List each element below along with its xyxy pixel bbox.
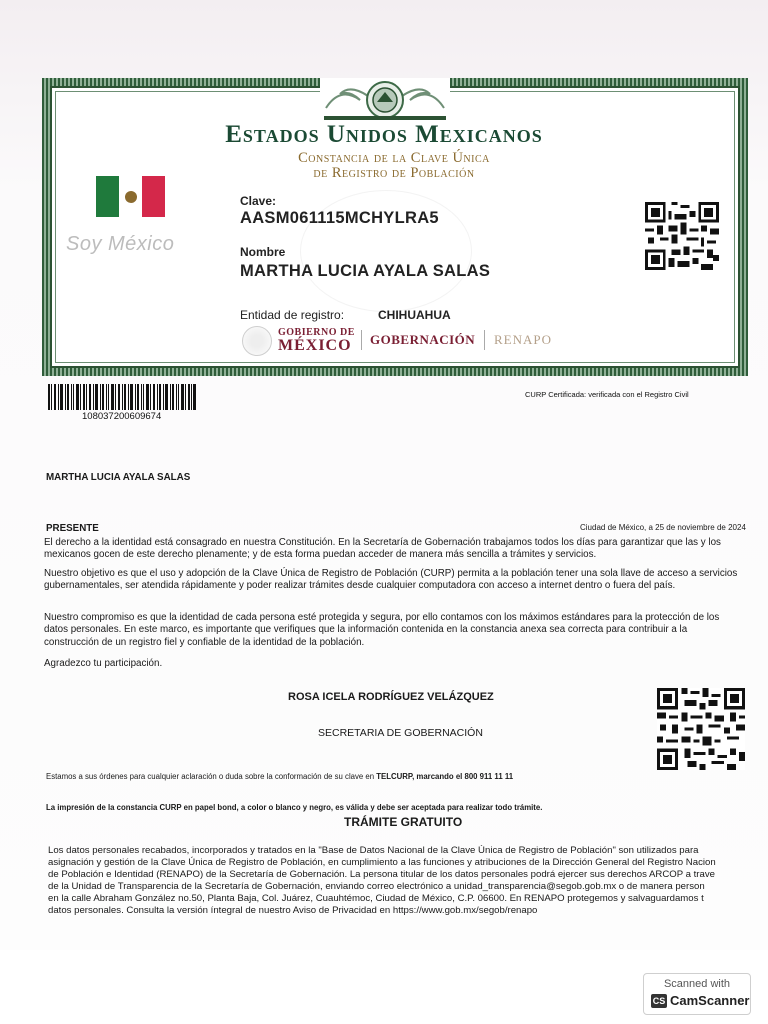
impresion-note: La impresión de la constancia CURP en papel bond, a color o blanco y negro, es válida y debe ser aceptada para realizar todo trámite. <box>46 803 543 812</box>
contact-telcurp: TELCURP, marcando el 800 911 11 11 <box>376 772 514 781</box>
certificate-qr-code-icon <box>645 202 719 270</box>
gobierno-logo-line1: GOBIERNO DE <box>278 327 355 338</box>
certificate-subtitle-line1: Constancia de la Clave Única <box>298 150 490 166</box>
contact-prefix: Estamos a sus órdenes para cualquier aclaración o duda sobre la conformación de su clave en <box>46 772 377 781</box>
privacy-line-2: asignación y gestión de la Clave Única de Registro de Población, en cumplimiento a las funciones y atribuciones de la Dirección General del Registro Nacion <box>48 857 716 868</box>
soy-mexico-logo: Soy México <box>66 233 175 255</box>
letter-presente: PRESENTE <box>46 523 99 534</box>
contact-line <box>46 771 513 783</box>
letter-p3-line1: Nuestro compromiso es que la identidad de cada persona esté protegida y segura, por ello contamos con los máximos estándares para la protección de los <box>44 612 720 623</box>
clave-value: AASM061115MCHYLRA5 <box>240 209 439 227</box>
gobernacion-logo: GOBERNACIÓN <box>370 332 476 347</box>
mexico-flag-icon <box>96 176 165 217</box>
letter-p3-line2: datos personales. En este marco, es importante que verifiques que la información contenida en la constancia anexa sea correcta para contribuir a la <box>44 624 688 636</box>
logo-divider <box>361 330 362 350</box>
letter-paragraph-1 <box>44 537 768 562</box>
letter-addressee: MARTHA LUCIA AYALA SALAS <box>46 472 191 483</box>
letter-paragraph-3 <box>44 612 768 649</box>
camscanner-watermark <box>643 973 751 1015</box>
tramite-gratuito: TRÁMITE GRATUITO <box>344 815 463 829</box>
national-crest-icon <box>320 78 450 124</box>
barcode-number: 108037200609674 <box>82 411 162 422</box>
privacy-line-3: de Población e Identidad (RENAPO) de la Secretaría de Gobernación. La persona titular de los datos personales podrá ejercer sus derechos ARCOP a trave <box>48 869 715 880</box>
barcode-icon <box>48 384 196 410</box>
logo-divider <box>484 330 485 350</box>
signer-name: ROSA ICELA RODRÍGUEZ VELÁZQUEZ <box>288 691 494 703</box>
letter-p1-line1: El derecho a la identidad está consagrado en nuestra Constitución. En la Secretaría de Gobernación trabajamos todos los días para garantizar que las y los <box>44 537 721 548</box>
camscanner-brand: CamScanner <box>670 993 750 1008</box>
renapo-logo: RENAPO <box>494 332 553 347</box>
camscanner-icon: CS <box>652 996 666 1006</box>
privacy-line-5: en la calle Abraham González no.50, Planta Baja, Col. Juárez, Cuauhtémoc, Ciudad de México, C.P. 06600. En RENAPO protegemos y salvaguardamos t <box>48 893 704 904</box>
curp-certificada-note: CURP Certificada: verificada con el Registro Civil <box>525 390 689 399</box>
gobierno-seal-icon <box>242 326 272 356</box>
gobierno-logo-line2: MÉXICO <box>278 337 352 354</box>
certificate-subtitle-line2: de Registro de Población <box>313 165 475 181</box>
letter-p2-line1: Nuestro objetivo es que el uso y adopción de la Clave Única de Registro de Población (CURP) permita a la población tener una sola llave de acceso a servicios <box>44 568 738 579</box>
privacy-line-6: datos personales. Consulta la versión íntegral de nuestro Aviso de Privacidad en https://www.gob.mx/segob/renapo <box>48 905 538 916</box>
privacy-line-4: de la Unidad de Transparencia de la Secretaría de Gobernación, enviando correo electrónico a unidad_transparencia@segob.gob.mx o de manera person <box>48 881 705 892</box>
letter-thanks: Agradezco tu participación. <box>44 658 163 669</box>
entidad-label: Entidad de registro: <box>240 308 345 322</box>
letter-place-date: Ciudad de México, a 25 de noviembre de 2024 <box>580 523 746 532</box>
clave-label: Clave: <box>240 194 277 208</box>
letter-qr-code-icon <box>657 688 745 770</box>
entidad-value: CHIHUAHUA <box>378 308 451 322</box>
letter-paragraph-2 <box>44 568 768 593</box>
privacy-notice <box>48 845 768 917</box>
letter-p2-line2: gubernamentales, ser atendida rápidamente y poder realizar trámites desde cualquier computadora con acceso a internet dentro o fuera del país. <box>44 580 676 592</box>
letter-p1-line2: mexicanos gocen de este derecho plenamente; y de esta forma puedan acceder de manera más sencilla a trámites y servicios. <box>44 549 597 561</box>
privacy-line-1: Los datos personales recabados, incorporados y tratados en la "Base de Datos Nacional de la Clave Única de Registro de Población" son utilizados para <box>48 845 699 856</box>
nombre-value: MARTHA LUCIA AYALA SALAS <box>240 262 491 280</box>
certificate-title: Estados Unidos Mexicanos <box>225 121 543 148</box>
gobierno-de-mexico-logo <box>242 326 357 356</box>
letter-p3-line3: construcción de un registro fiel y confiable de la identidad de la población. <box>44 636 365 648</box>
nombre-label: Nombre <box>240 245 286 259</box>
signer-title: SECRETARIA DE GOBERNACIÓN <box>318 727 483 739</box>
scanned-with-label: Scanned with <box>663 978 731 990</box>
